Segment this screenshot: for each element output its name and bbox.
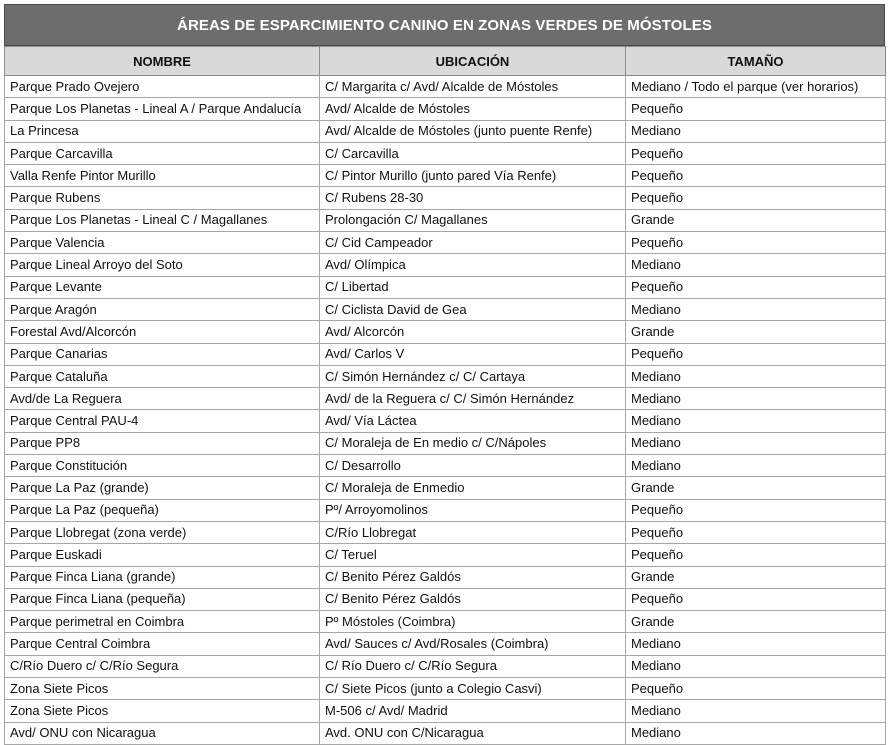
table-row xyxy=(5,455,886,477)
cell-tamano: Pequeño xyxy=(626,276,886,298)
table-row xyxy=(5,477,886,499)
cell-nombre: Parque Prado Ovejero xyxy=(5,76,320,98)
cell-nombre: Parque Los Planetas - Lineal C / Magallanes xyxy=(5,209,320,231)
cell-ubicacion: C/ Teruel xyxy=(320,544,626,566)
cell-nombre: Parque Finca Liana (pequeña) xyxy=(5,588,320,610)
cell-ubicacion: C/ Ciclista David de Gea xyxy=(320,298,626,320)
cell-nombre: Zona Siete Picos xyxy=(5,700,320,722)
cell-nombre: Parque La Paz (pequeña) xyxy=(5,499,320,521)
cell-ubicacion: C/ Benito Pérez Galdós xyxy=(320,566,626,588)
cell-ubicacion: Pº/ Arroyomolinos xyxy=(320,499,626,521)
table-row xyxy=(5,232,886,254)
cell-tamano: Pequeño xyxy=(626,232,886,254)
table-row xyxy=(5,76,886,98)
cell-ubicacion: M-506 c/ Avd/ Madrid xyxy=(320,700,626,722)
cell-nombre: Parque Aragón xyxy=(5,298,320,320)
cell-ubicacion: Avd/ Alcalde de Móstoles (junto puente Renfe) xyxy=(320,120,626,142)
cell-tamano: Mediano xyxy=(626,298,886,320)
cell-nombre: Zona Siete Picos xyxy=(5,678,320,700)
cell-nombre: Parque perimetral en Coimbra xyxy=(5,611,320,633)
table-row xyxy=(5,499,886,521)
column-header-nombre: NOMBRE xyxy=(5,47,320,76)
table-row xyxy=(5,633,886,655)
table-row xyxy=(5,566,886,588)
cell-ubicacion: Avd/ Olímpica xyxy=(320,254,626,276)
cell-tamano: Pequeño xyxy=(626,499,886,521)
cell-ubicacion: Avd/ Alcalde de Móstoles xyxy=(320,98,626,120)
cell-nombre: Parque Llobregat (zona verde) xyxy=(5,521,320,543)
cell-tamano: Pequeño xyxy=(626,142,886,164)
cell-tamano: Grande xyxy=(626,566,886,588)
cell-nombre: Avd/ ONU con Nicaragua xyxy=(5,722,320,744)
table-row xyxy=(5,521,886,543)
table-row xyxy=(5,276,886,298)
cell-ubicacion: C/ Cid Campeador xyxy=(320,232,626,254)
cell-nombre: Parque Levante xyxy=(5,276,320,298)
cell-tamano: Pequeño xyxy=(626,678,886,700)
cell-ubicacion: Avd/ Carlos V xyxy=(320,343,626,365)
table-row xyxy=(5,588,886,610)
cell-nombre: Parque Canarias xyxy=(5,343,320,365)
cell-tamano: Pequeño xyxy=(626,544,886,566)
cell-ubicacion: Avd/ Alcorcón xyxy=(320,321,626,343)
cell-tamano: Grande xyxy=(626,209,886,231)
cell-ubicacion: C/ Siete Picos (junto a Colegio Casvi) xyxy=(320,678,626,700)
cell-tamano: Mediano xyxy=(626,455,886,477)
table-row xyxy=(5,388,886,410)
cell-ubicacion: Avd/ de la Reguera c/ C/ Simón Hernández xyxy=(320,388,626,410)
header-row xyxy=(5,47,886,76)
cell-ubicacion: C/ Moraleja de Enmedio xyxy=(320,477,626,499)
cell-tamano: Mediano xyxy=(626,365,886,387)
table-title: ÁREAS DE ESPARCIMIENTO CANINO EN ZONAS VERDES DE MÓSTOLES xyxy=(4,4,885,46)
cell-nombre: C/Río Duero c/ C/Río Segura xyxy=(5,655,320,677)
cell-ubicacion: C/ Carcavilla xyxy=(320,142,626,164)
cell-ubicacion: C/ Moraleja de En medio c/ C/Nápoles xyxy=(320,432,626,454)
cell-ubicacion: C/ Rubens 28-30 xyxy=(320,187,626,209)
cell-ubicacion: C/ Benito Pérez Galdós xyxy=(320,588,626,610)
cell-tamano: Mediano xyxy=(626,254,886,276)
table-row xyxy=(5,432,886,454)
cell-nombre: Avd/de La Reguera xyxy=(5,388,320,410)
cell-nombre: Parque Central Coimbra xyxy=(5,633,320,655)
cell-nombre: Parque Los Planetas - Lineal A / Parque Andalucía xyxy=(5,98,320,120)
cell-ubicacion: C/ Río Duero c/ C/Río Segura xyxy=(320,655,626,677)
cell-tamano: Pequeño xyxy=(626,165,886,187)
cell-nombre: Parque Euskadi xyxy=(5,544,320,566)
cell-nombre: Parque Constitución xyxy=(5,455,320,477)
table-row xyxy=(5,321,886,343)
table-row xyxy=(5,343,886,365)
cell-tamano: Pequeño xyxy=(626,343,886,365)
table-row xyxy=(5,142,886,164)
table-row xyxy=(5,410,886,432)
table-row xyxy=(5,722,886,744)
table-row xyxy=(5,298,886,320)
cell-nombre: Parque PP8 xyxy=(5,432,320,454)
cell-nombre: La Princesa xyxy=(5,120,320,142)
cell-ubicacion: Pº Móstoles (Coimbra) xyxy=(320,611,626,633)
cell-ubicacion: C/ Pintor Murillo (junto pared Vía Renfe) xyxy=(320,165,626,187)
cell-nombre: Valla Renfe Pintor Murillo xyxy=(5,165,320,187)
table-row xyxy=(5,678,886,700)
cell-ubicacion: C/ Desarrollo xyxy=(320,455,626,477)
cell-ubicacion: C/ Simón Hernández c/ C/ Cartaya xyxy=(320,365,626,387)
cell-nombre: Parque Lineal Arroyo del Soto xyxy=(5,254,320,276)
table-body xyxy=(5,76,886,745)
table-row xyxy=(5,165,886,187)
cell-ubicacion: Avd. ONU con C/Nicaragua xyxy=(320,722,626,744)
cell-tamano: Pequeño xyxy=(626,187,886,209)
cell-nombre: Parque Valencia xyxy=(5,232,320,254)
cell-tamano: Pequeño xyxy=(626,521,886,543)
cell-ubicacion: Avd/ Sauces c/ Avd/Rosales (Coimbra) xyxy=(320,633,626,655)
cell-tamano: Mediano xyxy=(626,388,886,410)
cell-nombre: Parque Rubens xyxy=(5,187,320,209)
table-row xyxy=(5,209,886,231)
cell-tamano: Pequeño xyxy=(626,98,886,120)
cell-ubicacion: C/ Margarita c/ Avd/ Alcalde de Móstoles xyxy=(320,76,626,98)
cell-tamano: Mediano xyxy=(626,722,886,744)
cell-tamano: Mediano / Todo el parque (ver horarios) xyxy=(626,76,886,98)
cell-tamano: Mediano xyxy=(626,120,886,142)
cell-tamano: Mediano xyxy=(626,633,886,655)
cell-tamano: Grande xyxy=(626,611,886,633)
cell-tamano: Grande xyxy=(626,321,886,343)
cell-nombre: Parque Central PAU-4 xyxy=(5,410,320,432)
cell-tamano: Mediano xyxy=(626,655,886,677)
table-row xyxy=(5,655,886,677)
cell-tamano: Mediano xyxy=(626,700,886,722)
table-row xyxy=(5,120,886,142)
cell-ubicacion: Prolongación C/ Magallanes xyxy=(320,209,626,231)
table-row xyxy=(5,365,886,387)
cell-nombre: Parque La Paz (grande) xyxy=(5,477,320,499)
table-row xyxy=(5,700,886,722)
cell-tamano: Pequeño xyxy=(626,588,886,610)
cell-nombre: Forestal Avd/Alcorcón xyxy=(5,321,320,343)
cell-tamano: Grande xyxy=(626,477,886,499)
column-header-tamano: TAMAÑO xyxy=(626,47,886,76)
cell-ubicacion: C/ Libertad xyxy=(320,276,626,298)
cell-ubicacion: C/Río Llobregat xyxy=(320,521,626,543)
cell-nombre: Parque Carcavilla xyxy=(5,142,320,164)
table-row xyxy=(5,611,886,633)
cell-nombre: Parque Cataluña xyxy=(5,365,320,387)
table-row xyxy=(5,187,886,209)
cell-ubicacion: Avd/ Vía Láctea xyxy=(320,410,626,432)
spreadsheet xyxy=(4,4,888,745)
table-row xyxy=(5,254,886,276)
data-table xyxy=(4,46,886,745)
cell-tamano: Mediano xyxy=(626,432,886,454)
cell-nombre: Parque Finca Liana (grande) xyxy=(5,566,320,588)
column-header-ubicacion: UBICACIÓN xyxy=(320,47,626,76)
table-row xyxy=(5,544,886,566)
table-row xyxy=(5,98,886,120)
cell-tamano: Mediano xyxy=(626,410,886,432)
